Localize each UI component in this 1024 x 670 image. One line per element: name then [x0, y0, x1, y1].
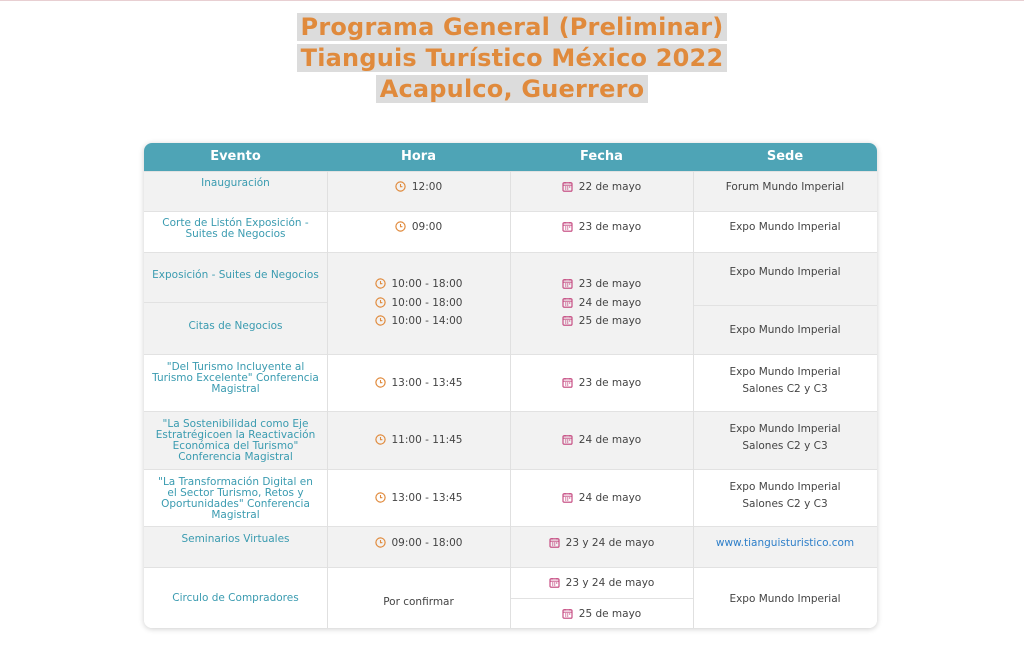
time-text: 11:00 - 11:45	[391, 434, 463, 446]
event-name: "La Transformación Digital en el Sector Turismo, Retos y Oportunidades" Conferencia Magistral	[158, 476, 313, 521]
time-cell	[327, 181, 510, 195]
date-text: 25 de mayo	[578, 315, 642, 327]
clock-icon	[395, 221, 406, 235]
time-list	[327, 276, 510, 332]
date-text: 23 de mayo	[578, 278, 642, 290]
date-text: 23 de mayo	[578, 221, 642, 233]
date-text: 22 de mayo	[578, 181, 642, 193]
calendar-icon	[562, 278, 573, 295]
date-text: 24 de mayo	[578, 492, 642, 504]
date-entry	[510, 295, 693, 314]
date-text: 23 y 24 de mayo	[565, 577, 655, 589]
calendar-icon	[549, 577, 560, 591]
time-text: 10:00 - 18:00	[391, 278, 463, 290]
clock-icon	[375, 537, 386, 551]
clock-icon	[375, 297, 386, 314]
time-text: 10:00 - 18:00	[391, 296, 463, 309]
clock-icon	[375, 377, 386, 391]
date-entry	[510, 313, 693, 332]
time-text: 13:00 - 13:45	[391, 377, 463, 389]
date-text: 24 de mayo	[578, 434, 642, 446]
event-name: Corte de Listón Exposición - Suites de Negocios	[162, 217, 309, 240]
event-name: Exposición - Suites de Negocios	[152, 269, 319, 281]
time-text: 09:00 - 18:00	[391, 537, 463, 549]
date-cell	[510, 537, 693, 551]
date-text: 23 y 24 de mayo	[565, 537, 655, 549]
time-text: Por confirmar	[383, 596, 454, 608]
table-header	[144, 143, 877, 171]
column-header-evento: Evento	[210, 149, 261, 164]
date-cell	[510, 434, 693, 448]
time-cell	[327, 434, 510, 448]
time-cell	[327, 492, 510, 506]
date-cell	[510, 181, 693, 195]
venue-text: Expo Mundo Imperial	[729, 221, 841, 233]
venue-text: Forum Mundo Imperial	[725, 181, 845, 193]
time-entry	[327, 313, 510, 332]
venue-room: Salones C2 y C3	[742, 439, 828, 452]
title-line-2: Tianguis Turístico México 2022	[297, 44, 728, 72]
time-entry	[327, 295, 510, 314]
schedule-table	[144, 143, 877, 628]
venue-text: Expo Mundo Imperial	[729, 366, 841, 378]
venue-text: Expo Mundo Imperial	[729, 423, 841, 435]
calendar-icon	[562, 297, 573, 314]
date-cell	[510, 377, 693, 391]
column-header-sede: Sede	[766, 149, 804, 164]
date-cell	[510, 608, 693, 622]
website-link[interactable]: www.tianguisturistico.com	[715, 537, 855, 549]
date-text: 23 de mayo	[578, 377, 642, 389]
time-cell	[327, 377, 510, 391]
column-divider	[327, 171, 328, 628]
venue-room: Salones C2 y C3	[742, 497, 828, 510]
top-divider	[0, 0, 1024, 1]
date-cell	[510, 577, 693, 591]
time-entry	[327, 276, 510, 295]
clock-icon	[375, 278, 386, 295]
calendar-icon	[562, 492, 573, 506]
column-header-hora: Hora	[401, 149, 436, 164]
calendar-icon	[562, 315, 573, 332]
venue-cell	[693, 364, 877, 397]
date-list	[510, 276, 693, 332]
event-name: "Del Turismo Incluyente al Turismo Excelente" Conferencia Magistral	[152, 361, 319, 395]
sub-divider	[510, 598, 693, 599]
venue-text: Expo Mundo Imperial	[729, 593, 841, 605]
venue-text: Expo Mundo Imperial	[729, 324, 841, 336]
clock-icon	[375, 434, 386, 448]
time-cell	[327, 537, 510, 551]
event-name: Citas de Negocios	[188, 320, 283, 332]
time-text: 12:00	[411, 181, 443, 193]
date-entry	[510, 276, 693, 295]
date-cell	[510, 221, 693, 235]
venue-room: Salones C2 y C3	[742, 382, 828, 395]
event-name: Seminarios Virtuales	[181, 533, 290, 545]
venue-cell	[693, 479, 877, 512]
column-divider	[510, 171, 511, 628]
time-text: 09:00	[411, 221, 443, 233]
sub-divider	[144, 302, 327, 303]
clock-icon	[395, 181, 406, 195]
venue-cell	[693, 421, 877, 454]
clock-icon	[375, 492, 386, 506]
event-name: Inauguración	[201, 177, 270, 189]
calendar-icon	[549, 537, 560, 551]
calendar-icon	[562, 434, 573, 448]
page-title	[0, 13, 1024, 106]
date-cell	[510, 492, 693, 506]
date-text: 25 de mayo	[578, 608, 642, 620]
column-divider	[693, 171, 694, 628]
venue-text: Expo Mundo Imperial	[729, 481, 841, 493]
time-text: 10:00 - 14:00	[391, 315, 463, 327]
title-line-3: Acapulco, Guerrero	[376, 75, 649, 103]
title-line-1: Programa General (Preliminar)	[297, 13, 728, 41]
date-text: 24 de mayo	[578, 296, 642, 309]
time-cell	[327, 221, 510, 235]
sub-divider	[693, 305, 877, 306]
clock-icon	[375, 315, 386, 332]
event-name: "La Sostenibilidad como Eje Estratrégicoen la Reactivación Económica del Turismo" Conferencia Magistral	[155, 418, 316, 463]
calendar-icon	[562, 608, 573, 622]
calendar-icon	[562, 181, 573, 195]
column-header-fecha: Fecha	[580, 149, 623, 164]
time-text: 13:00 - 13:45	[391, 492, 463, 504]
event-name: Circulo de Compradores	[172, 592, 299, 604]
calendar-icon	[562, 221, 573, 235]
venue-text: Expo Mundo Imperial	[729, 266, 841, 278]
calendar-icon	[562, 377, 573, 391]
